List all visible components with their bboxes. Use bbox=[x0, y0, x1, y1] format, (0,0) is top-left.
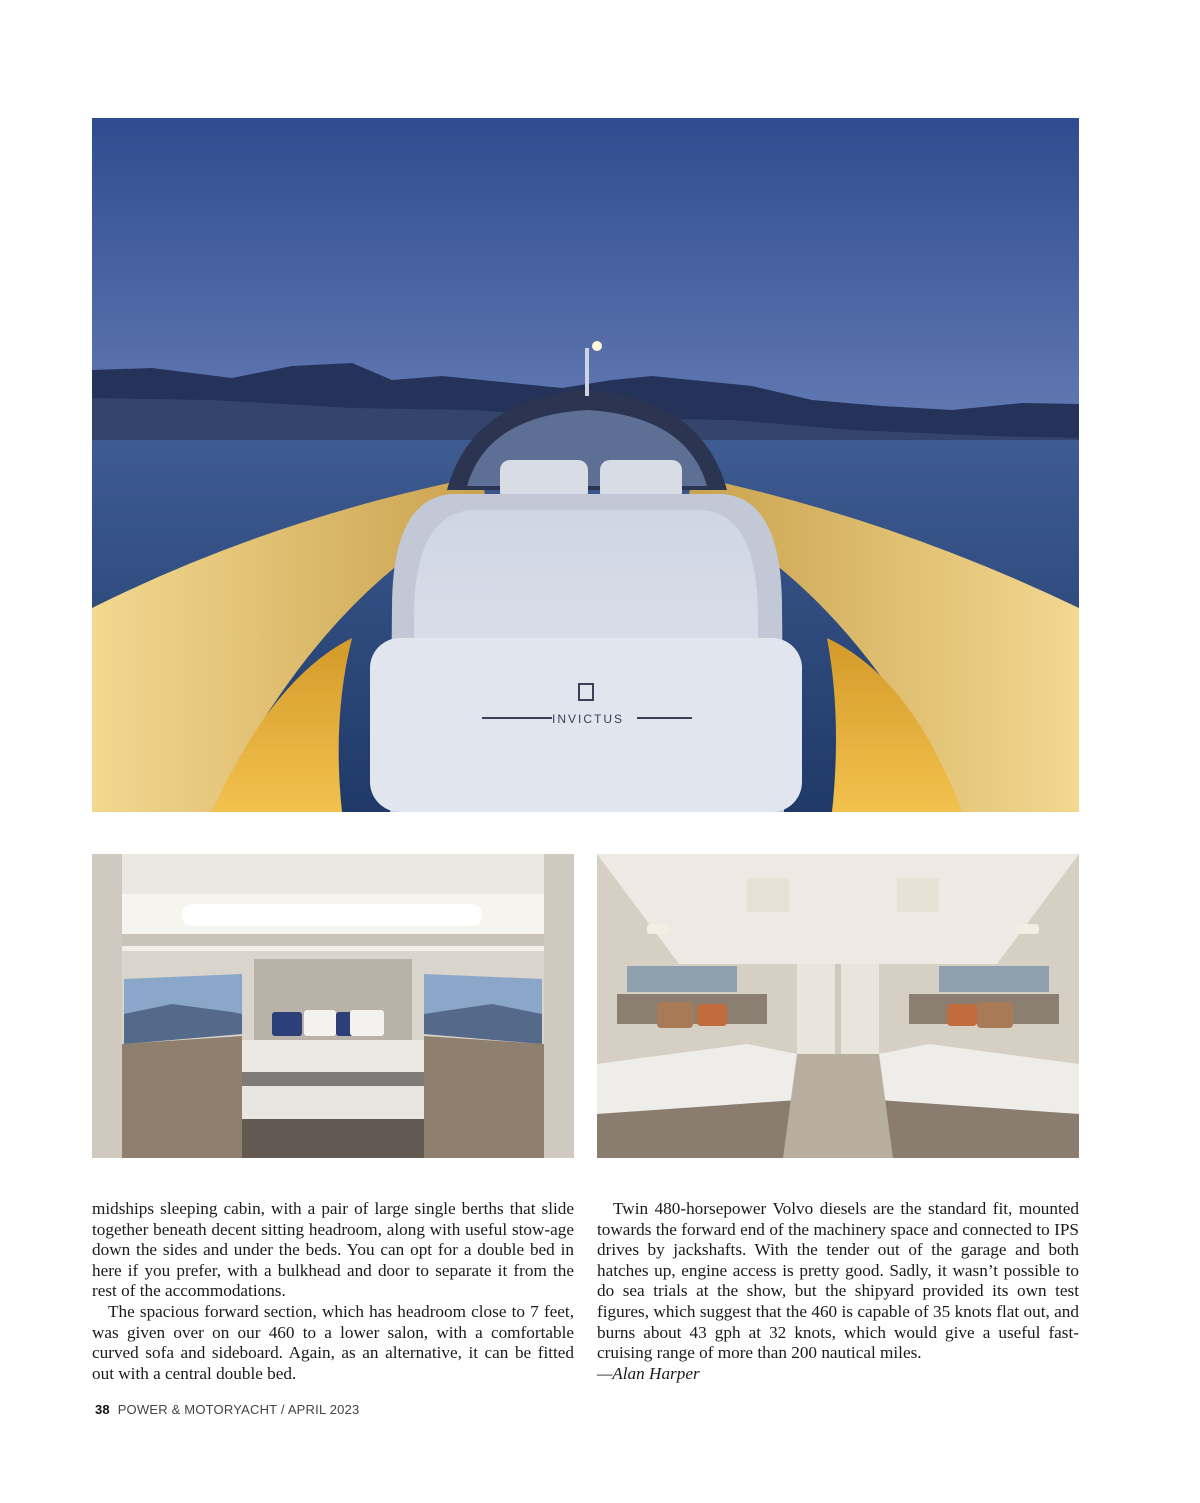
page-number: 38 bbox=[95, 1402, 110, 1417]
issue-date: APRIL 2023 bbox=[287, 1402, 360, 1417]
article-paragraph: midships sleeping cabin, with a pair of large single berths that slide together beneath decent sitting headroom, along with useful stow-age down the sides and under the beds. You can opt for a double bed in here if you prefer, with a bulkhead and door to separate it from the rest of the accommodations. bbox=[92, 1199, 574, 1301]
page-footer bbox=[95, 1402, 359, 1417]
hero-photo bbox=[92, 118, 1079, 812]
twin-cabin-photo bbox=[597, 854, 1079, 1158]
article-paragraph: Twin 480-horsepower Volvo diesels are the standard fit, mounted towards the forward end of the machinery space and connected to IPS drives by jackshafts. With the tender out of the garage and both hatches up, engine access is pretty good. Sadly, it wasn’t possible to do sea trials at the show, but the shipyard provided its own test figures, which suggest that the 460 is capable of 35 knots flat out, and burns about 43 gph at 32 knots, which would give a useful fast-cruising range of more than 200 nautical miles. bbox=[597, 1199, 1079, 1363]
double-cabin-photo-icon bbox=[92, 854, 574, 1158]
master-cabin-photo bbox=[92, 854, 574, 1158]
article-column-left bbox=[92, 1199, 574, 1384]
twin-cabin-photo-icon bbox=[597, 854, 1079, 1158]
publication-name: POWER & MOTORYACHT bbox=[117, 1402, 278, 1417]
author-byline: —Alan Harper bbox=[597, 1363, 700, 1383]
footer-separator: / bbox=[280, 1402, 285, 1417]
article-column-right bbox=[597, 1199, 1079, 1384]
invictus-logo: INVICTUS bbox=[551, 712, 625, 726]
yacht-bow-photo-icon bbox=[92, 118, 1079, 812]
article-paragraph: The spacious forward section, which has headroom close to 7 feet, was given over on our 460 to a lower salon, with a comfortable curved sofa and sideboard. Again, as an alternative, it can be fitted out with a central double bed. bbox=[92, 1301, 574, 1383]
